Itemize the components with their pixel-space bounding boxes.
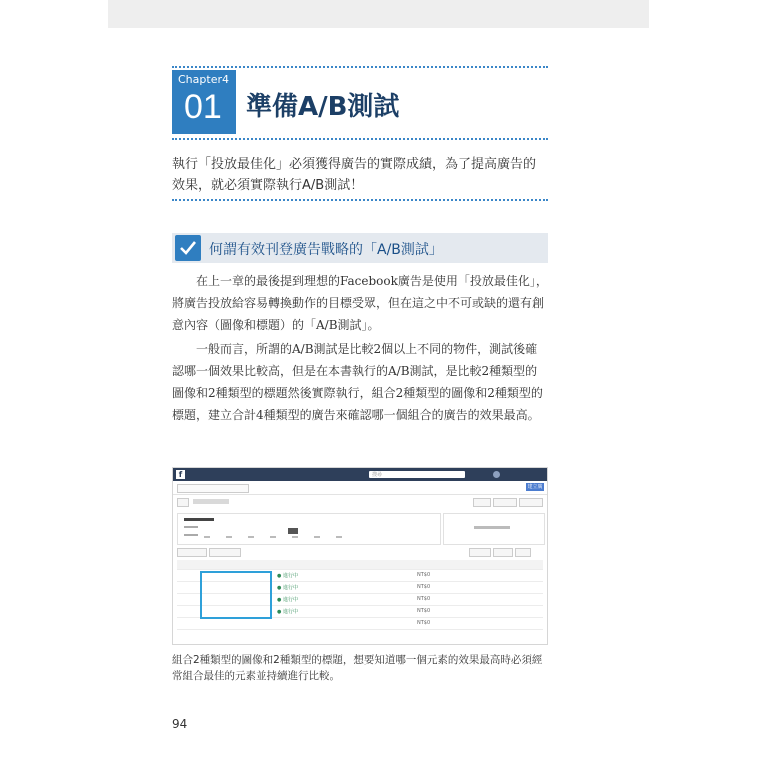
create-ad-button: 建立廣告: [527, 484, 543, 498]
spend-cell: NT$0: [417, 572, 431, 578]
create-campaign-button: [177, 548, 207, 557]
spend-cell: NT$0: [417, 596, 431, 602]
facebook-logo-icon: f: [176, 470, 185, 479]
spend-cell: NT$0: [417, 584, 431, 590]
body-paragraph: 在上一章的最後提到理想的Facebook廣告是使用「投放最佳化」，將廣告投放給容易轉換動作的目標受眾，但在這之中不可或缺的還有創意內容（圖像和標題）的「A/B測試」。: [172, 274, 548, 332]
status-cell: ● 進行中: [277, 585, 298, 591]
title-dotted-divider: [172, 138, 548, 140]
more-button: [515, 548, 531, 557]
export-button: [493, 548, 513, 557]
axis-label: [184, 526, 198, 528]
top-dotted-divider: [172, 66, 548, 68]
date-button: [519, 498, 543, 507]
section-title: 何謂有效刊登廣告戰略的「A/B測試」: [209, 242, 443, 258]
ads-manager-screenshot: [172, 467, 548, 645]
table-row: [177, 618, 543, 630]
spend-cell: NT$0: [417, 608, 431, 614]
checkmark-icon: [175, 235, 201, 261]
view-toggle: [177, 498, 189, 507]
figure-caption: 組合2種類型的圖像和2種類型的標題，想要知道哪一個元素的效果最高時必須經常組合最佳的元素並持續進行比較。: [172, 654, 543, 682]
body-paragraph: 一般而言，所謂的A/B測試是比較2個以上不同的物件，測試後確認哪一個效果比較高，但是在本書執行的A/B測試，是比較2種類型的圖像和2種類型的標題然後實際執行，組合2種類型的圖像和2種類型的標題，建立合計4種類型的廣告來確認哪一個組合的廣告的效果最高。: [172, 342, 543, 422]
columns-button: [493, 498, 517, 507]
search-input: [369, 471, 465, 478]
facebook-top-bar: [173, 468, 547, 481]
page-number: 94: [172, 717, 188, 731]
status-cell: ● 進行中: [277, 573, 298, 579]
account-selector: [177, 484, 249, 493]
chapter-title: 準備A/B測試: [246, 92, 400, 122]
breakdown-button: [469, 548, 491, 557]
spend-chart-panel: [177, 513, 441, 545]
intro-dotted-divider: [172, 199, 548, 201]
search-placeholder: 搜尋: [372, 472, 383, 478]
summary-panel: [443, 513, 545, 545]
summary-text: [474, 526, 510, 529]
chapter-number: 01: [184, 88, 222, 126]
panel-title: [184, 518, 214, 521]
edit-button: [209, 548, 241, 557]
table-header: [177, 560, 543, 570]
intro-text: 執行「投放最佳化」必須獲得廣告的實際成績，為了提高廣告的效果，就必須實際執行A/B測試！: [172, 157, 537, 193]
filter-button: [473, 498, 491, 507]
status-cell: ● 進行中: [277, 609, 298, 615]
avatar: [493, 471, 500, 478]
campaign-name-placeholder: [193, 499, 229, 504]
highlight-bar: [288, 528, 298, 534]
top-gray-band: [108, 0, 649, 28]
spend-cell: NT$0: [417, 620, 431, 626]
axis-label: [184, 534, 198, 536]
status-cell: ● 進行中: [277, 597, 298, 603]
chapter-badge: [172, 70, 236, 134]
axis-ticks: [204, 536, 354, 538]
chapter-label: Chapter4: [178, 73, 229, 86]
highlight-box: [200, 571, 272, 619]
divider: [173, 494, 547, 495]
